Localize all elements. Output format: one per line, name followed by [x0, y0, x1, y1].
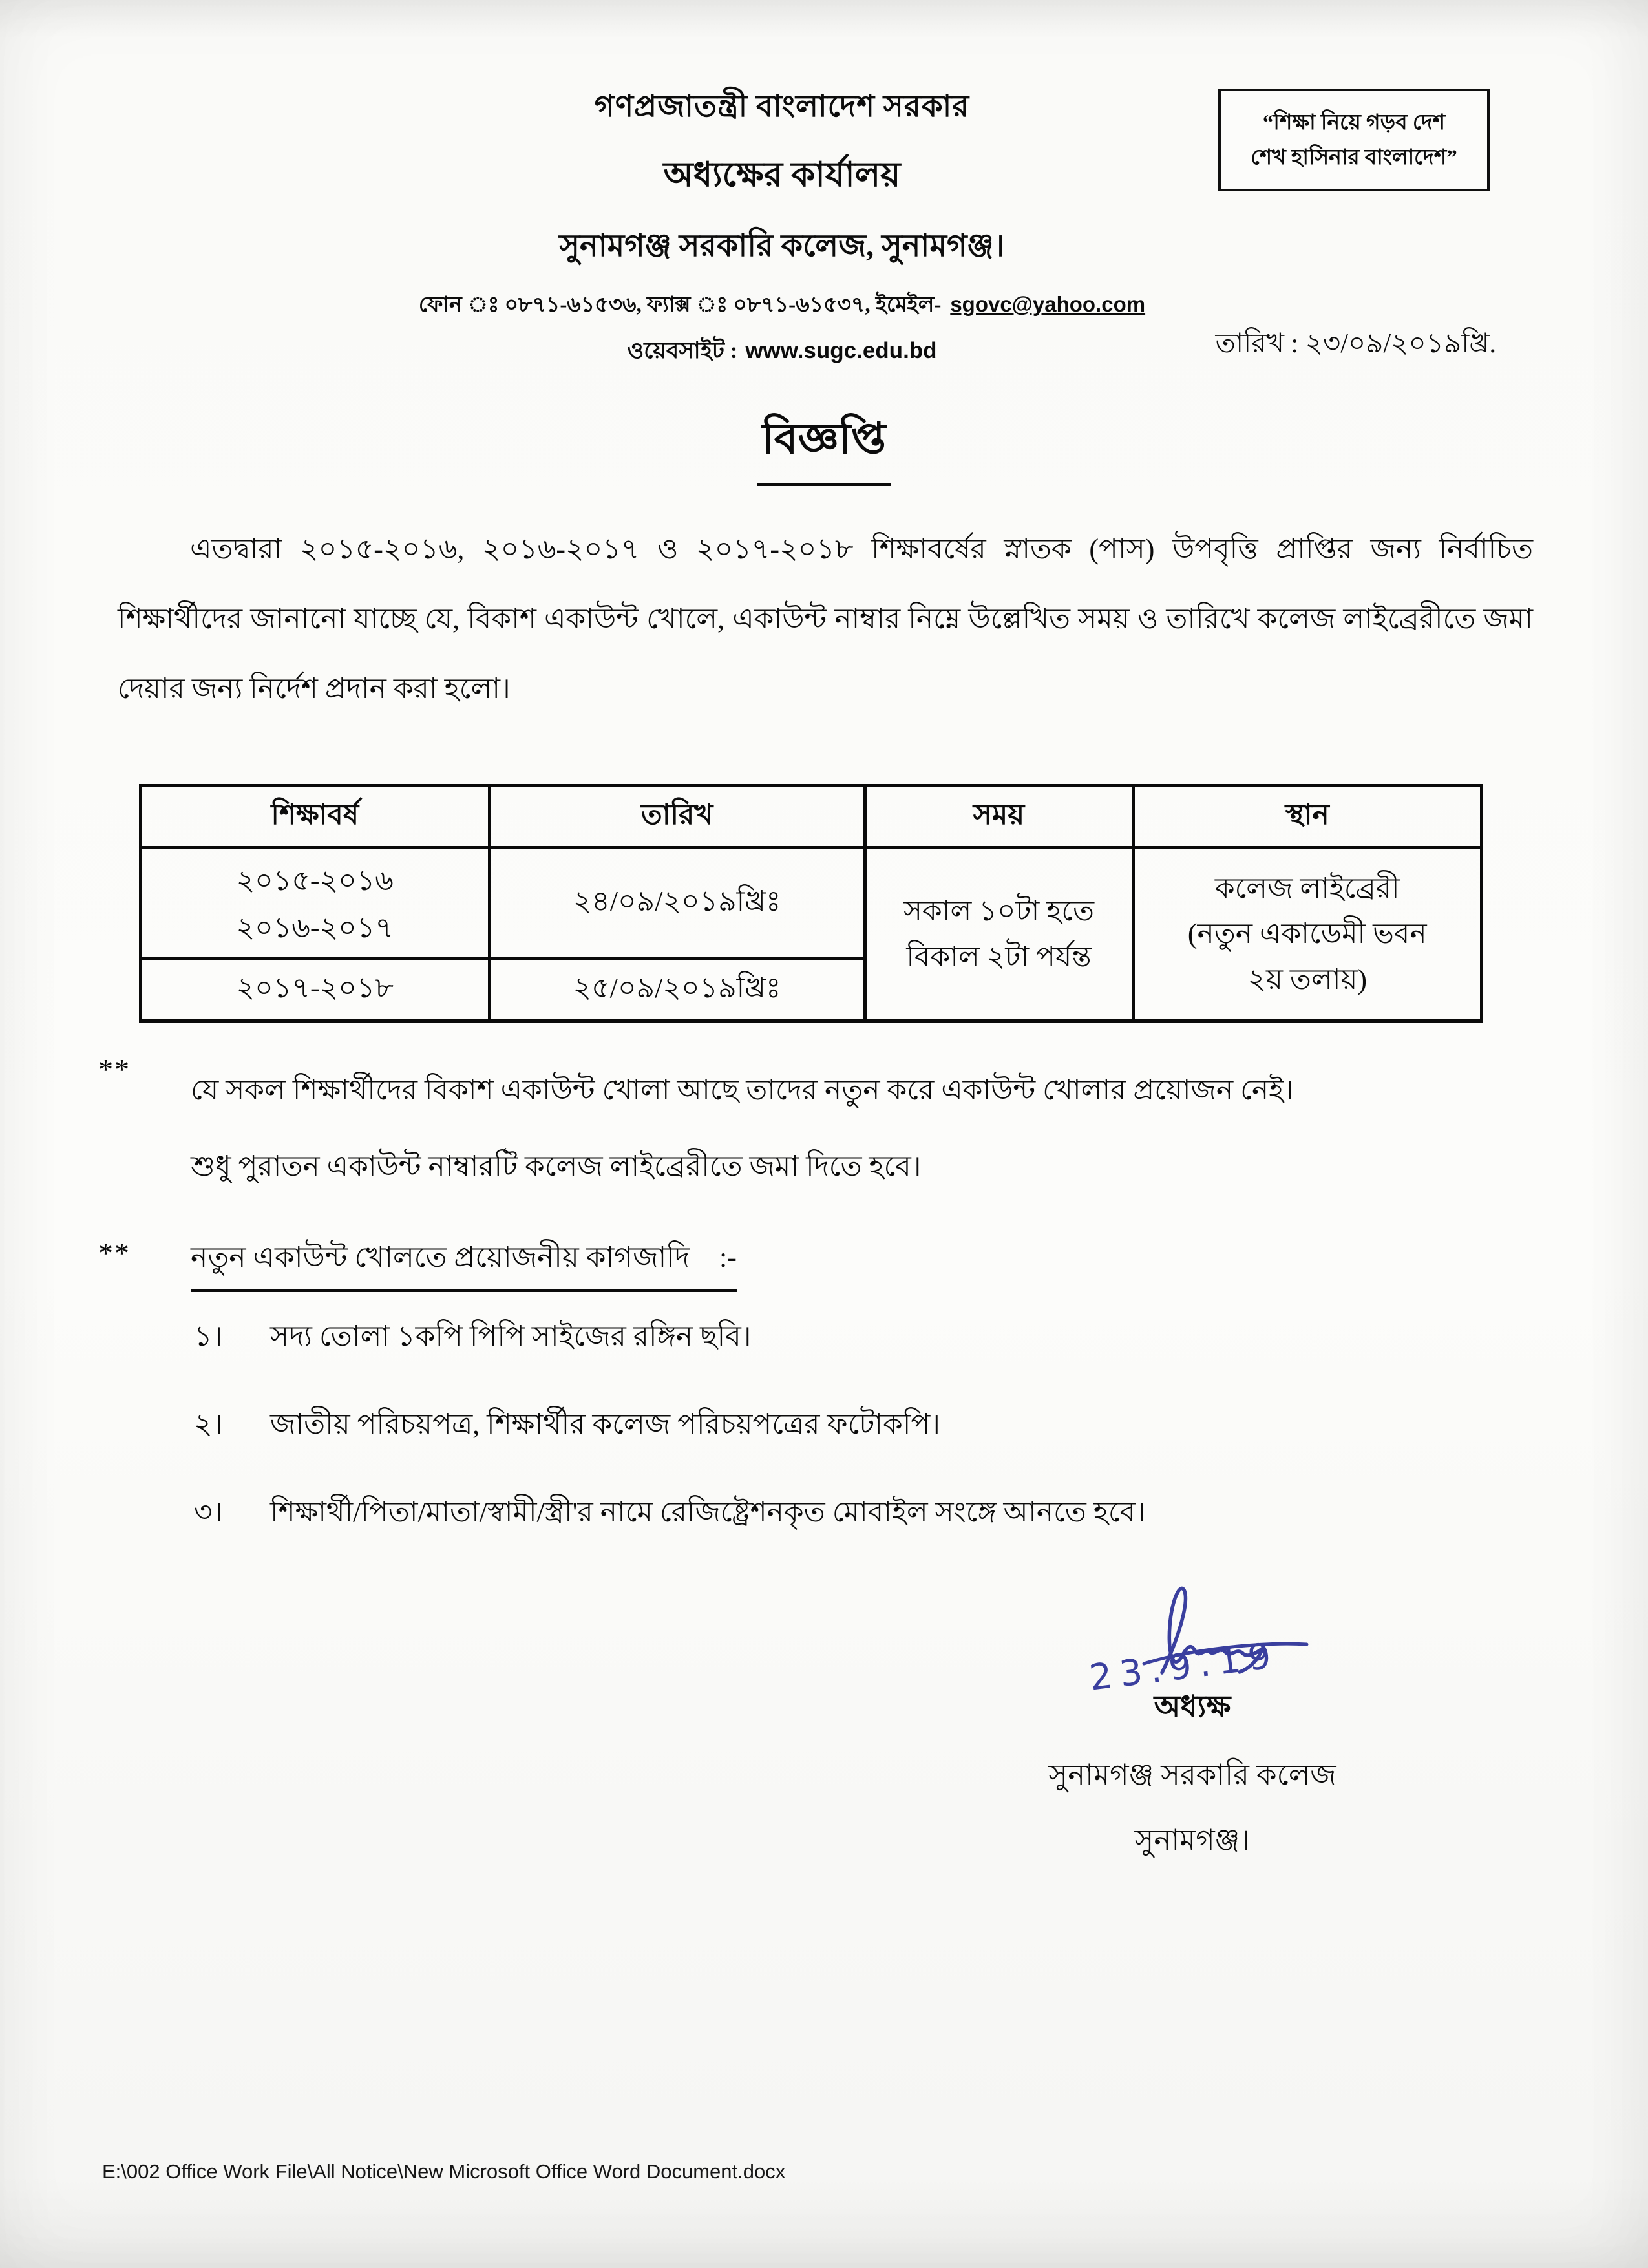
slogan-box: [1218, 89, 1490, 191]
office-line: অধ্যক্ষের কার্যালয়: [663, 156, 901, 194]
requirements-list: [194, 1315, 1486, 1578]
column-header-time: সময়: [865, 786, 1133, 848]
slogan-line-2: শেখ হাসিনার বাংলাদেশ”: [1251, 146, 1457, 170]
column-header-session: শিক্ষাবর্ষ: [141, 786, 490, 848]
notice-title-row: [0, 406, 1648, 486]
contact-line: [0, 288, 1564, 324]
session-2016-17: ২০১৬-২০১৭: [236, 911, 394, 944]
list-item: [194, 1490, 1486, 1538]
email-address: sgovc@yahoo.com: [950, 292, 1146, 316]
date-cell-row1: ২৪/০৯/২০১৯খ্রিঃ: [489, 848, 865, 959]
signatory-title: অধ্যক্ষ: [1154, 1690, 1231, 1724]
existing-account-note: [98, 1052, 1572, 1205]
column-header-place: স্থান: [1133, 786, 1482, 848]
item-number: ২।: [194, 1408, 223, 1440]
slogan-line-1: “শিক্ষা নিয়ে গড়ব দেশ: [1262, 111, 1446, 134]
college-line: সুনামগঞ্জ সরকারি কলেজ, সুনামগঞ্জ।: [559, 229, 1005, 263]
note1-line-1: যে সকল শিক্ষার্থীদের বিকাশ একাউন্ট খোলা আছে তাদের নতুন করে একাউন্ট খোলার প্রয়োজন নেই।: [191, 1074, 1294, 1106]
website-label: ওয়েবসাইট :: [627, 338, 738, 363]
signatory-location-line: সুনামগঞ্জ।: [1134, 1824, 1251, 1856]
place-line-3: ২য় তলায়): [1247, 963, 1368, 995]
item-number: ৩।: [194, 1496, 223, 1528]
time-line-1: সকাল ১০টা হতে: [903, 895, 1095, 927]
notice-title: বিজ্ঞপ্তি: [757, 406, 891, 486]
place-line-2: (নতুন একাডেমী ভবন: [1187, 918, 1427, 950]
government-line: গণপ্রজাতন্ত্রী বাংলাদেশ সরকার: [594, 90, 970, 123]
table-row: [141, 848, 1482, 959]
table-header-row: [141, 786, 1482, 848]
website-url: www.sugc.edu.bd: [745, 338, 937, 363]
asterisk-marker: **: [98, 1053, 131, 1086]
item-text: সদ্য তোলা ১কপি পিপি সাইজের রঙ্গিন ছবি।: [270, 1320, 752, 1352]
notice-body-paragraph: এতদ্বারা ২০১৫-২০১৬, ২০১৬-২০১৭ ও ২০১৭-২০১৮ শিক্ষাবর্ষের স্নাতক (পাস) উপবৃত্তি প্রাপ্তির জন্য নির্বাচিত শিক্ষার্থীদের জানানো যাচ্ছে যে, বিকাশ একাউন্ট খোলে, একাউন্ট নাম্বার নিম্নে উল্লেখিত সময় ও তারিখে কলেজ লাইব্রেরীতে জমা দেয়ার জন্য নির্দেশ প্রদান করা হলো।: [118, 533, 1533, 705]
issue-date: তারিখ : ২৩/০৯/২০১৯খ্রি.: [1215, 329, 1496, 359]
date-cell-row2: ২৫/০৯/২০১৯খ্রিঃ: [489, 959, 865, 1021]
column-header-date: তারিখ: [489, 786, 865, 848]
list-item: [194, 1403, 1486, 1450]
time-cell: [865, 848, 1133, 1021]
note1-line-2: শুধু পুরাতন একাউন্ট নাম্বারটি কলেজ লাইব্রেরীতে জমা দিতে হবে।: [191, 1150, 922, 1182]
list-item: [194, 1315, 1486, 1362]
asterisk-marker: **: [98, 1236, 131, 1269]
requirements-heading-text: নতুন একাউন্ট খোলতে প্রয়োজনীয় কাগজাদি: [191, 1242, 690, 1273]
phone-fax-email-text: ফোন ঃ ০৮৭১-৬১৫৩৬, ফ্যাক্স ঃ ০৮৭১-৬১৫৩৭, ইমেইল-: [418, 293, 942, 317]
place-cell: [1133, 848, 1482, 1021]
signature-block: [982, 1582, 1402, 1867]
requirements-note: [98, 1236, 1572, 1292]
schedule-table: [139, 784, 1483, 1023]
session-cell-row1: [141, 848, 490, 959]
signature-handwritten-date: 23.9.19: [1087, 1634, 1281, 1699]
item-text: শিক্ষার্থী/পিতা/মাতা/স্বামী/স্ত্রী'র নামে রেজিষ্ট্রেশনকৃত মোবাইল সংঙ্গে আনতে হবে।: [270, 1496, 1146, 1528]
item-number: ১।: [194, 1320, 223, 1352]
requirements-heading-colon: :-: [719, 1242, 737, 1273]
requirements-heading: [191, 1236, 737, 1292]
footer-file-path: E:\002 Office Work File\All Notice\New Microsoft Office Word Document.docx: [102, 2160, 786, 2183]
session-2015-16: ২০১৫-২০১৬: [236, 864, 394, 896]
place-line-1: কলেজ লাইব্রেরী: [1214, 872, 1400, 904]
time-line-2: বিকাল ২টা পর্যন্ত: [906, 940, 1092, 973]
signatory-college-line: সুনামগঞ্জ সরকারি কলেজ: [1048, 1759, 1336, 1791]
session-cell-row2: ২০১৭-২০১৮: [141, 959, 490, 1021]
item-text: জাতীয় পরিচয়পত্র, শিক্ষার্থীর কলেজ পরিচয়পত্রের ফটোকপি।: [270, 1408, 941, 1440]
